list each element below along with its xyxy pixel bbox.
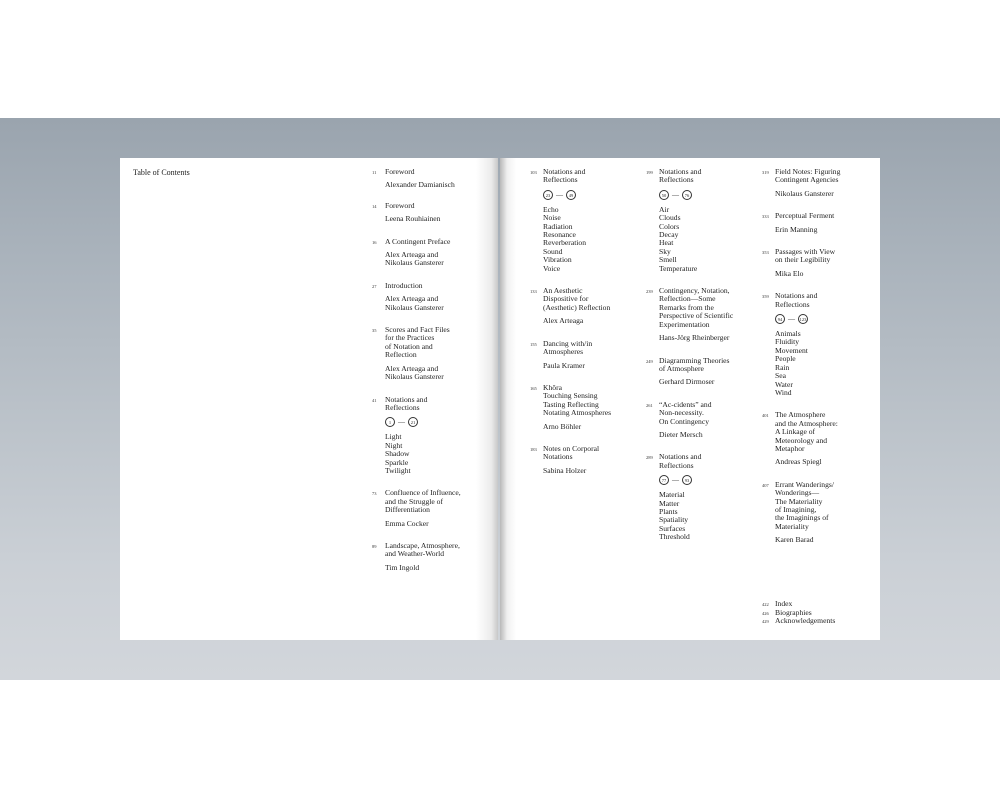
page-number: 422 — [762, 602, 769, 607]
page-number: 239 — [646, 289, 653, 295]
entry-title-line: Notations and — [659, 452, 702, 462]
toc-entry — [530, 287, 638, 326]
entry-author-line: Emma Cocker — [385, 518, 429, 528]
entry-title-line: and Weather-World — [385, 549, 444, 559]
entry-title — [775, 212, 870, 220]
entry-title-line: Notes on Corporal — [543, 443, 600, 453]
toc-entry — [646, 453, 754, 541]
back-matter-item — [762, 617, 870, 626]
entry-title — [385, 326, 480, 360]
toc-entry — [646, 357, 754, 387]
page-number: 401 — [762, 413, 769, 419]
toc-entry — [372, 282, 480, 312]
toc-column-2 — [530, 168, 638, 475]
entry-title-line: Reflection — [385, 350, 417, 360]
page-number: 14 — [372, 203, 377, 209]
page-number: 359 — [762, 294, 769, 300]
entry-keywords-line: Sky — [659, 246, 671, 256]
notation-range — [543, 189, 638, 201]
entry-title-line: Materiality — [775, 521, 809, 531]
entry-title-line: Notations and — [659, 167, 702, 176]
entry-title-line: (Aesthetic) Reflection — [543, 302, 611, 312]
entry-title-line: Contingency, Notation, — [659, 286, 730, 296]
page-number: 407 — [762, 482, 769, 488]
page-number: 261 — [646, 402, 653, 408]
toc-entry — [372, 396, 480, 476]
toc-title: Table of Contents — [133, 168, 190, 177]
entry-author-line: Alex Arteaga — [543, 316, 584, 326]
entry-title-line: Notating Atmospheres — [543, 408, 612, 418]
entry-title-line: Experimentation — [659, 319, 710, 329]
entry-title — [385, 202, 480, 210]
page-number: 133 — [530, 289, 537, 295]
entry-keywords-line: Material — [659, 490, 685, 500]
entry-title-line: The Materiality — [775, 496, 823, 506]
entry-author — [543, 317, 638, 325]
entry-author-line: Hans-Jörg Rheinberger — [659, 333, 730, 343]
range-dash: — — [398, 418, 405, 427]
page-number: 183 — [530, 446, 537, 452]
page-number: 199 — [646, 170, 653, 175]
toc-entry — [530, 168, 638, 273]
gutter-shadow — [500, 158, 516, 640]
entry-title-line: Notations and — [543, 167, 586, 176]
entry-title-line: A Contingent Preface — [385, 236, 451, 246]
entry-title — [659, 401, 754, 426]
entry-keywords-line: Movement — [775, 345, 808, 355]
entry-keywords-line: Reverberation — [543, 238, 587, 248]
back-matter-label: Biographies — [775, 607, 812, 617]
entry-title-line: A Linkage of — [775, 427, 816, 437]
range-end-circle: 49 — [566, 190, 576, 200]
entry-keywords-line: Threshold — [659, 532, 690, 542]
entry-author — [543, 467, 638, 475]
page-number: 27 — [372, 283, 377, 289]
entry-keywords-line: Noise — [543, 213, 561, 223]
page-number: 319 — [762, 170, 769, 175]
book-page-right — [500, 158, 880, 640]
range-dash: — — [672, 476, 679, 485]
page-number: 429 — [762, 619, 769, 625]
toc-entry — [372, 489, 480, 528]
entry-title-line: Reflections — [385, 402, 420, 412]
entry-author-line: Gerhard Dirmoser — [659, 377, 715, 387]
entry-author-line: Paula Kramer — [543, 360, 585, 370]
entry-keywords-line: Decay — [659, 230, 679, 240]
toc-entry — [762, 248, 870, 278]
entry-author-line: Sabina Holzer — [543, 465, 587, 475]
entry-keywords-line: Smell — [659, 255, 677, 265]
entry-keywords-line: Wind — [775, 387, 792, 397]
range-start-circle: 23 — [543, 190, 553, 200]
entry-title-line: An Aesthetic — [543, 286, 583, 296]
entry-author-line: Alex Arteaga and — [385, 294, 439, 304]
entry-title — [543, 445, 638, 462]
notation-range — [385, 416, 480, 428]
page-number: 353 — [762, 250, 769, 256]
entry-keywords-line: Light — [385, 432, 402, 442]
entry-title — [385, 396, 480, 413]
entry-author-line: Alex Arteaga and — [385, 250, 439, 260]
toc-entry — [530, 445, 638, 475]
entry-keywords-line: Spatiality — [659, 515, 689, 525]
entry-title-line: Reflections — [543, 175, 578, 185]
range-dash: — — [672, 190, 679, 199]
page-number: 289 — [646, 455, 653, 461]
entry-title-line: Dancing with/in — [543, 338, 593, 348]
page-number: 249 — [646, 358, 653, 364]
entry-title-line: Non-necessity. — [659, 408, 704, 418]
range-dash: — — [556, 190, 563, 199]
page-number: 41 — [372, 397, 377, 403]
entry-keywords-line: Echo — [543, 204, 559, 214]
entry-author — [385, 215, 480, 223]
toc-entry — [646, 168, 754, 273]
entry-title — [775, 411, 870, 453]
entry-author — [775, 226, 870, 234]
back-matter-list — [762, 600, 870, 626]
entry-keywords-line: Plants — [659, 506, 678, 516]
entry-title — [659, 287, 754, 329]
entry-title — [543, 287, 638, 312]
range-start-circle: 77 — [659, 475, 669, 485]
entry-keywords-line: Fluidity — [775, 337, 800, 347]
range-start-circle: 94 — [775, 314, 785, 324]
entry-keywords-line: Sea — [775, 371, 786, 381]
entry-title-line: Field Notes: Figuring — [775, 167, 841, 176]
toc-entry — [762, 168, 870, 198]
entry-keywords-line: People — [775, 354, 796, 364]
entry-keywords-line: Matter — [659, 498, 680, 508]
toc-entry — [530, 384, 638, 431]
entry-keywords-line: Sound — [543, 246, 563, 256]
entry-author — [543, 423, 638, 431]
entry-author — [775, 190, 870, 198]
page-number: 16 — [372, 239, 377, 245]
entry-author — [385, 564, 480, 572]
entry-title-line: Foreword — [385, 167, 415, 176]
entry-title-line: Notations and — [385, 394, 428, 404]
entry-title-line: Introduction — [385, 280, 423, 290]
entry-title-line: of Imagining, — [775, 504, 817, 514]
entry-title — [659, 453, 754, 470]
entry-title-line: the Imaginings of — [775, 513, 829, 523]
entry-author — [659, 378, 754, 386]
entry-author-line: Nikolaus Gansterer — [385, 372, 444, 382]
entry-title-line: Foreword — [385, 200, 415, 210]
range-start-circle: 50 — [659, 190, 669, 200]
entry-title-line: Touching Sensing — [543, 391, 598, 401]
toc-entry — [372, 542, 480, 572]
toc-entry — [530, 340, 638, 370]
entry-author-line: Nikolaus Gansterer — [385, 302, 444, 312]
back-matter-label: Index — [775, 599, 793, 608]
page-number: 426 — [762, 610, 769, 616]
entry-title-line: Contingent Agencies — [775, 175, 839, 185]
entry-author-line: Tim Ingold — [385, 562, 420, 572]
entry-title — [385, 282, 480, 290]
entry-author — [659, 334, 754, 342]
entry-title — [775, 168, 870, 185]
entry-keywords — [659, 206, 754, 273]
entry-keywords-line: Animals — [775, 329, 801, 339]
page-number: 165 — [530, 385, 537, 391]
entry-title-line: Notations and — [775, 291, 818, 301]
entry-keywords-line: Rain — [775, 362, 790, 372]
entry-title-line: Tasting Reflecting — [543, 399, 599, 409]
toc-entry — [762, 292, 870, 397]
entry-title-line: Differentiation — [385, 505, 430, 515]
entry-author-line: Alexander Damianisch — [385, 180, 455, 190]
entry-keywords — [543, 206, 638, 273]
entry-title-line: Landscape, Atmosphere, — [385, 540, 460, 550]
page-number: 35 — [372, 328, 377, 334]
toc-entry — [372, 238, 480, 268]
entry-title — [385, 168, 480, 176]
entry-title-line: and the Atmosphere: — [775, 418, 838, 428]
notation-range — [659, 474, 754, 486]
entry-author-line: Alex Arteaga and — [385, 363, 439, 373]
entry-author — [385, 251, 480, 268]
entry-keywords-line: Colors — [659, 221, 680, 231]
entry-title-line: Passages with View — [775, 247, 836, 257]
entry-keywords-line: Vibration — [543, 255, 572, 265]
toc-entry — [372, 168, 480, 190]
entry-author — [659, 431, 754, 439]
entry-keywords-line: Heat — [659, 238, 674, 248]
toc-column-3 — [646, 168, 754, 542]
toc-entry — [762, 411, 870, 466]
entry-title-line: Dispositive for — [543, 294, 589, 304]
entry-title-line: Diagramming Theories — [659, 355, 730, 365]
entry-keywords-line: Air — [659, 204, 670, 214]
entry-title — [775, 248, 870, 265]
range-start-circle: 1 — [385, 417, 395, 427]
page-number: 73 — [372, 491, 377, 497]
entry-author-line: Nikolaus Gansterer — [385, 258, 444, 268]
notation-range — [775, 313, 870, 325]
back-matter-label: Acknowledgements — [775, 616, 836, 626]
entry-keywords-line: Shadow — [385, 449, 410, 459]
entry-title-line: Meteorology and — [775, 435, 828, 445]
notation-range — [659, 189, 754, 201]
entry-title-line: Wonderings— — [775, 488, 820, 498]
entry-author — [775, 270, 870, 278]
entry-title-line: of Atmosphere — [659, 363, 704, 373]
entry-title — [659, 357, 754, 374]
entry-keywords-line: Night — [385, 440, 403, 450]
entry-title-line: “Ac-cidents” and — [659, 399, 712, 409]
entry-author — [385, 365, 480, 382]
entry-title-line: Reflections — [659, 175, 694, 185]
page-number: 333 — [762, 214, 769, 220]
page-number: 103 — [530, 170, 537, 175]
entry-author — [385, 181, 480, 189]
entry-title-line: On Contingency — [659, 416, 709, 426]
range-end-circle: 123 — [798, 314, 808, 324]
page-number: 11 — [372, 170, 377, 175]
entry-title-line: Reflection—Some — [659, 294, 716, 304]
entry-title — [543, 384, 638, 418]
entry-title-line: The Atmosphere — [775, 410, 826, 420]
entry-author — [775, 458, 870, 466]
entry-author-line: Andreas Spiegl — [775, 457, 822, 467]
entry-keywords-line: Water — [775, 379, 793, 389]
page-number: 155 — [530, 341, 537, 347]
entry-keywords-line: Clouds — [659, 213, 681, 223]
entry-author — [775, 536, 870, 544]
toc-entry — [762, 212, 870, 234]
toc-entry — [372, 326, 480, 381]
page-number: 89 — [372, 543, 377, 549]
entry-keywords-line: Resonance — [543, 230, 576, 240]
entry-author-line: Mika Elo — [775, 268, 804, 278]
entry-title-line: Atmospheres — [543, 347, 584, 357]
entry-title-line: Reflections — [659, 460, 694, 470]
entry-keywords — [659, 491, 754, 541]
entry-title — [385, 489, 480, 514]
toc-column-1 — [372, 168, 480, 572]
entry-title-line: Perspective of Scientific — [659, 311, 734, 321]
entry-title-line: Perceptual Ferment — [775, 211, 835, 221]
entry-author-line: Arno Böhler — [543, 421, 582, 431]
entry-author — [385, 295, 480, 312]
entry-author-line: Erin Manning — [775, 224, 818, 234]
entry-title — [775, 481, 870, 531]
entry-title — [385, 238, 480, 246]
toc-entry — [372, 202, 480, 224]
entry-author — [385, 520, 480, 528]
toc-entry — [646, 287, 754, 342]
range-end-circle: 93 — [682, 475, 692, 485]
entry-title-line: Khôra — [543, 382, 562, 392]
entry-title-line: of Notation and — [385, 341, 433, 351]
entry-keywords-line: Surfaces — [659, 523, 686, 533]
entry-title-line: on their Legibility — [775, 255, 831, 265]
entry-title — [775, 292, 870, 309]
entry-title-line: Remarks from the — [659, 302, 714, 312]
entry-title — [659, 168, 754, 185]
entry-title — [543, 168, 638, 185]
range-end-circle: 76 — [682, 190, 692, 200]
toc-entry — [762, 481, 870, 545]
entry-title — [543, 340, 638, 357]
entry-author-line: Leena Rouhiainen — [385, 214, 441, 224]
range-dash: — — [788, 315, 795, 324]
entry-title — [385, 542, 480, 559]
entry-title-line: Confluence of Influence, — [385, 488, 461, 498]
toc-column-4 — [762, 168, 870, 545]
entry-author-line: Nikolaus Gansterer — [775, 188, 834, 198]
entry-author — [543, 362, 638, 370]
entry-keywords-line: Sparkle — [385, 457, 409, 467]
entry-title-line: Notations — [543, 452, 573, 462]
entry-title-line: and the Struggle of — [385, 496, 443, 506]
book-page-left — [120, 158, 498, 640]
entry-keywords-line: Voice — [543, 263, 561, 273]
entry-title-line: Metaphor — [775, 443, 805, 453]
toc-entry — [646, 401, 754, 440]
entry-keywords — [385, 433, 480, 475]
entry-keywords-line: Temperature — [659, 263, 698, 273]
entry-title-line: for the Practices — [385, 333, 435, 343]
entry-title-line: Reflections — [775, 299, 810, 309]
entry-author-line: Dieter Mersch — [659, 429, 703, 439]
range-end-circle: 21 — [408, 417, 418, 427]
entry-title-line: Errant Wanderings/ — [775, 479, 834, 489]
entry-keywords — [775, 330, 870, 397]
entry-keywords-line: Radiation — [543, 221, 573, 231]
entry-author-line: Karen Barad — [775, 535, 814, 545]
entry-title-line: Scores and Fact Files — [385, 325, 450, 335]
entry-keywords-line: Twilight — [385, 465, 411, 475]
